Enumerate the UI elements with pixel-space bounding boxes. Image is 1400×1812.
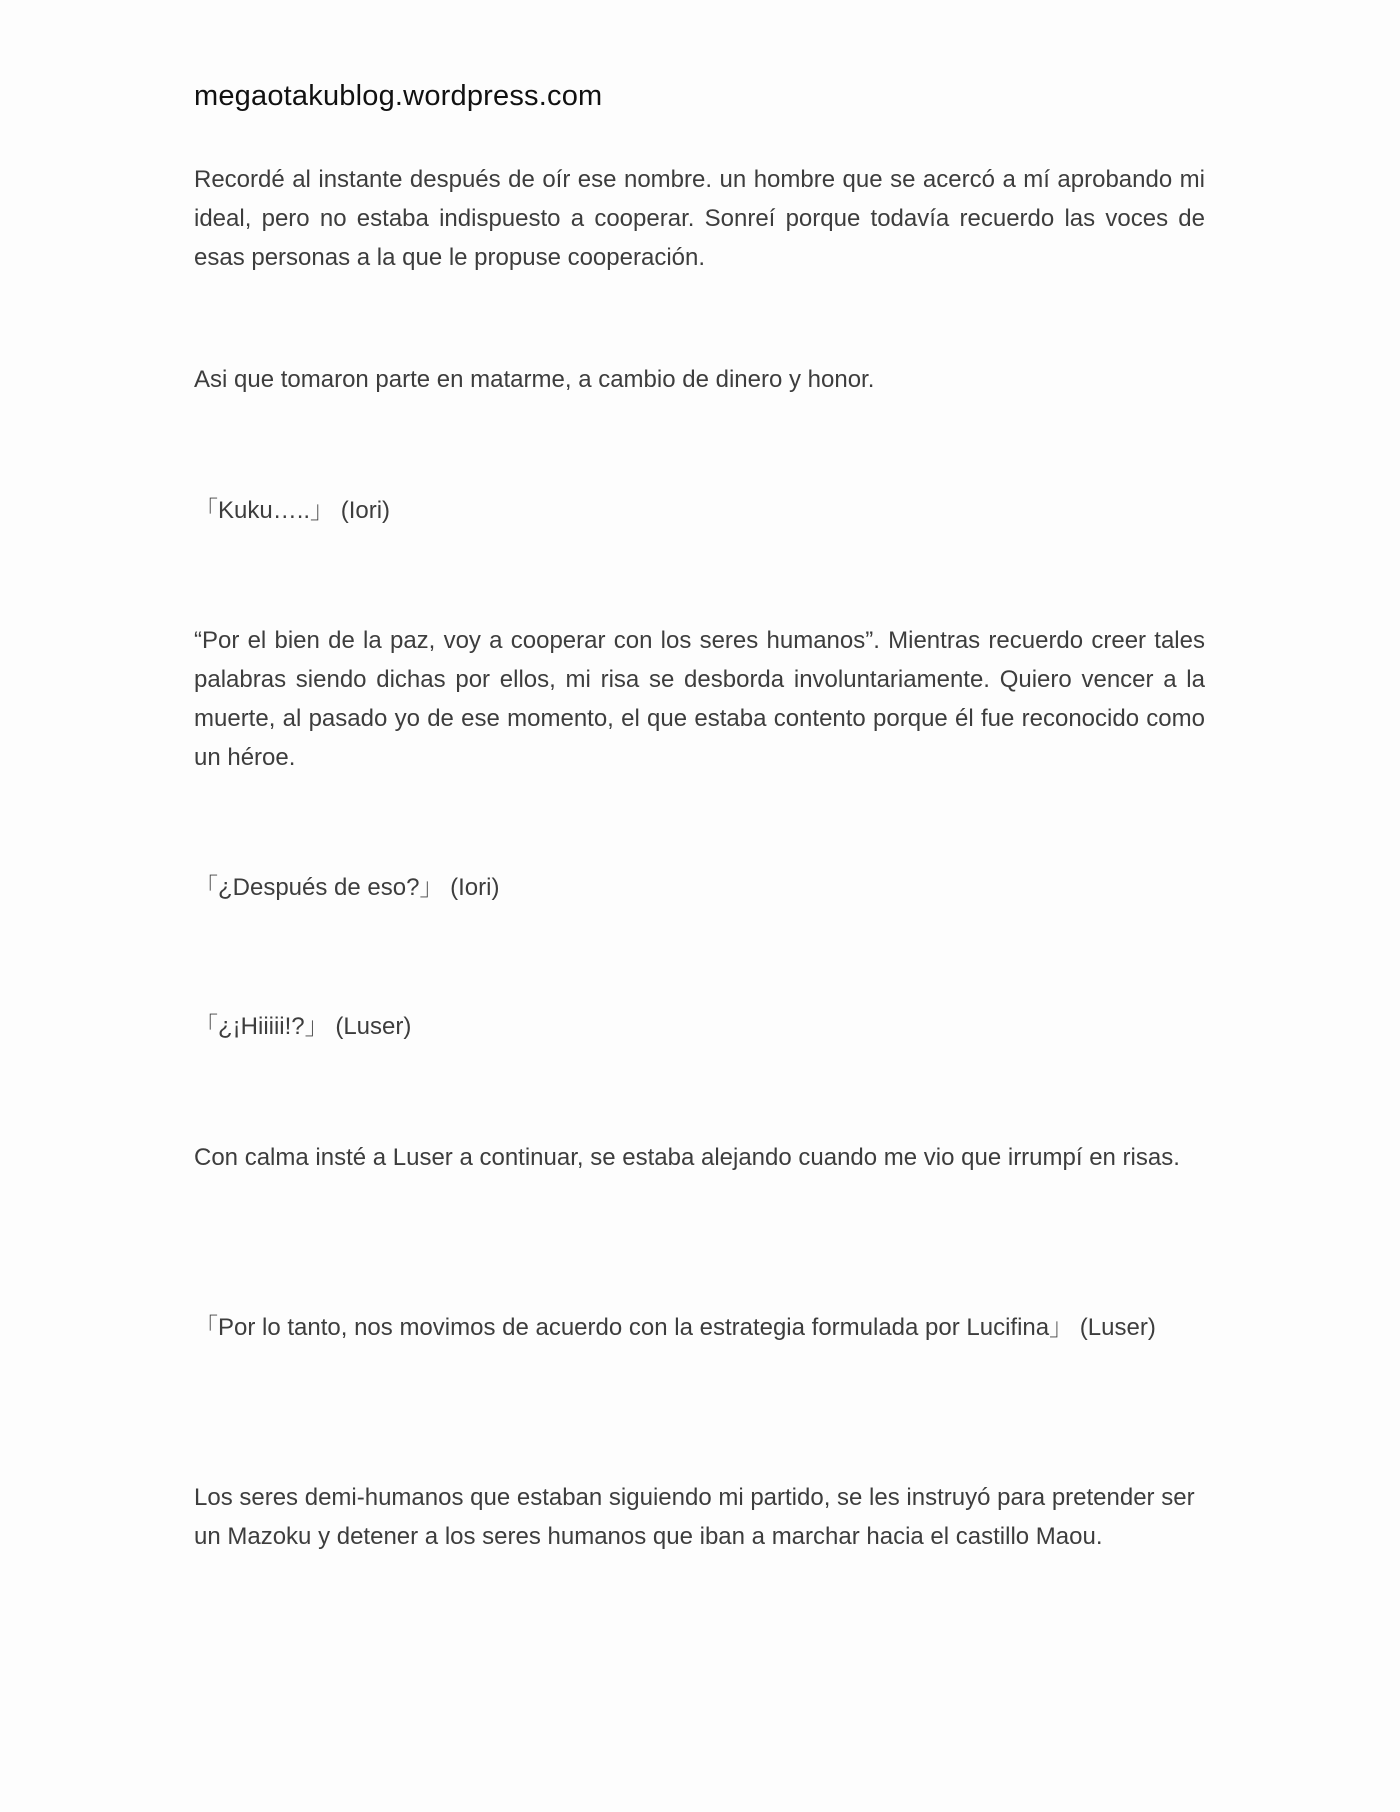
paragraph-2: Asi que tomaron parte en matarme, a cambio de dinero y honor.: [194, 366, 875, 393]
dialogue-line-3: 「¿¡Hiiiii!?」 (Luser): [194, 1013, 412, 1040]
paragraph-1: Recordé al instante después de oír ese nombre. un hombre que se acercó a mí aprobando mi ideal, pero no estaba indispuesto a cooperar. Sonreí porque todavía recuerdo las voces de esas personas a la que le propuse cooperación.: [194, 166, 1205, 271]
paragraph-4: Con calma insté a Luser a continuar, se estaba alejando cuando me vio que irrumpí en risas.: [194, 1144, 1180, 1171]
site-header: megaotakublog.wordpress.com: [194, 80, 603, 112]
dialogue-line-2: 「¿Después de eso?」 (Iori): [194, 874, 500, 901]
paragraph-5: Los seres demi-humanos que estaban siguiendo mi partido, se les instruyó para pretender ser un Mazoku y detener a los seres humanos que iban a marchar hacia el castillo Maou.: [194, 1484, 1195, 1550]
dialogue-line-4: 「Por lo tanto, nos movimos de acuerdo con la estrategia formulada por Lucifina」 (Luser): [194, 1314, 1156, 1341]
paragraph-3: “Por el bien de la paz, voy a cooperar con los seres humanos”. Mientras recuerdo creer tales palabras siendo dichas por ellos, mi risa se desborda involuntariamente. Quiero vencer a la muerte, al pasado yo de ese momento, el que estaba contento porque él fue reconocido como un héroe.: [194, 627, 1205, 771]
dialogue-line-1: 「Kuku…..」 (Iori): [194, 497, 391, 524]
